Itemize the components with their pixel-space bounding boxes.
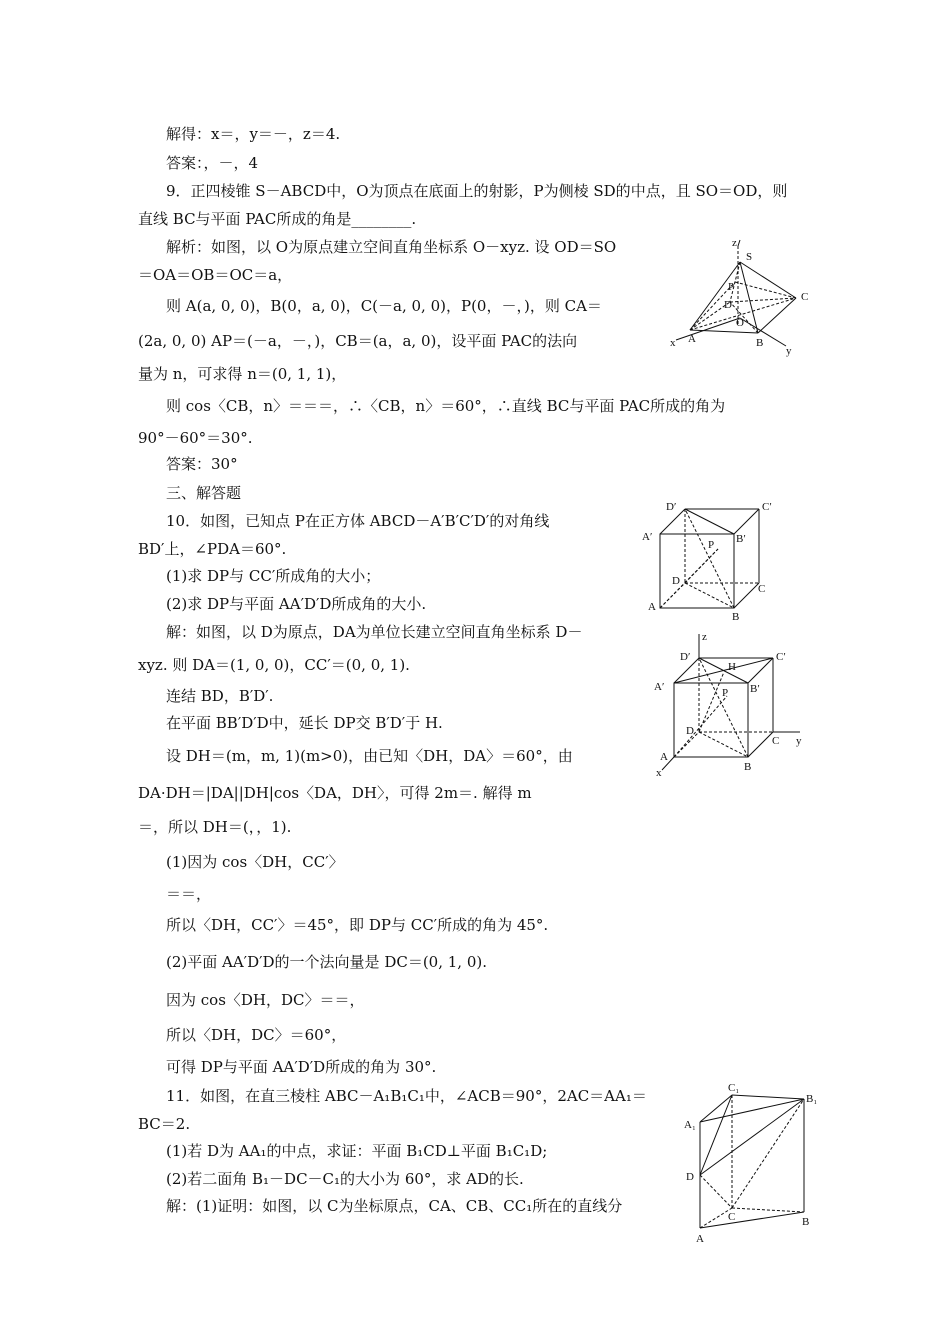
figure-label: C′ (776, 651, 786, 663)
figure-label: P (728, 281, 735, 293)
pyramid-figure (668, 236, 813, 361)
figure-label: P (708, 539, 715, 551)
text-line: xyz. 则 DA＝(1, 0, 0)，CC′＝(0, 0, 1). (138, 656, 410, 674)
text-line: 所以〈DH，CC′〉＝45°，即 DP与 CC′所成的角为 45°. (166, 916, 549, 934)
figure-label: z (702, 631, 707, 643)
figure-label: B′ (736, 533, 746, 545)
figure-label: B (802, 1216, 810, 1228)
text-line: 解：(1)证明：如图，以 C为坐标原点，CA、CB、CC₁所在的直线分 (166, 1197, 623, 1215)
text-line: 答案：，－，4 (166, 154, 259, 172)
figure-label: D (672, 575, 680, 587)
text-line: 则 cos〈CB，n〉＝＝＝，∴〈CB，n〉＝60°，∴直线 BC与平面 PAC所成的角为 (166, 397, 726, 415)
text-line: DA·DH＝|DA||DH|cos〈DA，DH〉，可得 2m＝. 解得 m (138, 784, 532, 802)
text-line: (2)求 DP与平面 AA′D′D所成角的大小. (166, 595, 427, 613)
text-line: 90°－60°＝30°. (138, 429, 253, 447)
text-line: 答案：30° (166, 455, 238, 473)
figure-label: C (801, 291, 809, 303)
figure-label: B′ (750, 683, 760, 695)
prism-figure (682, 1080, 822, 1250)
figure-label: B (756, 337, 764, 349)
text-line: 解得：x＝，y＝－，z＝4. (166, 125, 341, 143)
figure-label: O (736, 317, 744, 329)
figure-label: D (686, 1171, 694, 1183)
text-line: 直线 BC与平面 PAC所成的角是________. (138, 210, 417, 228)
figure-label: H (728, 661, 736, 673)
text-line: (2)平面 AA′D′D的一个法向量是 DC＝(0, 1, 0). (166, 953, 487, 971)
cube-figure (640, 494, 780, 624)
text-line: ＝，所以 DH＝(，，1). (138, 818, 292, 836)
figure-label: P (722, 687, 729, 699)
figure-label: A′ (654, 681, 665, 693)
text-line: (1)因为 cos〈DH，CC′〉 (166, 853, 344, 871)
text-line: 解：如图，以 D为原点，DA为单位长建立空间直角坐标系 D－ (166, 623, 583, 641)
text-line: 设 DH＝(m，m, 1)(m>0)，由已知〈DH，DA〉＝60°，由 (166, 747, 573, 765)
text-line: (1)求 DP与 CC′所成角的大小； (166, 567, 381, 585)
figure-label: C (758, 583, 766, 595)
figure-label: C (728, 1211, 736, 1223)
text-line: 可得 DP与平面 AA′D′D所成的角为 30°. (166, 1058, 437, 1076)
figure-label: A (688, 333, 696, 345)
text-line: 所以〈DH，DC〉＝60°， (166, 1026, 347, 1044)
figure-label: D (686, 725, 694, 737)
figure-label: A (660, 751, 668, 763)
text-line: 10．如图，已知点 P在正方体 ABCD－A′B′C′D′的对角线 (166, 512, 550, 530)
figure-label: C (772, 735, 780, 747)
text-line: 解析：如图，以 O为原点建立空间直角坐标系 O－xyz. 设 OD＝SO (166, 238, 617, 256)
text-line: 在平面 BB′D′D中，延长 DP交 B′D′于 H. (166, 714, 443, 732)
figure-label: C′ (762, 501, 772, 513)
figure-label: A (648, 601, 656, 613)
text-line: (2)若二面角 B₁－DC－C₁的大小为 60°，求 AD的长. (166, 1170, 524, 1188)
section-heading: 三、解答题 (166, 484, 242, 502)
text-line: ＝OA＝OB＝OC＝a， (138, 266, 293, 284)
figure-label: z (732, 237, 737, 249)
text-line: BC＝2. (138, 1115, 191, 1133)
text-line: 连结 BD，B′D′. (166, 687, 274, 705)
text-line: (1)若 D为 AA₁的中点，求证：平面 B₁CD⊥平面 B₁C₁D; (166, 1142, 548, 1160)
text-line: ＝＝， (166, 885, 212, 903)
text-line: BD′上，∠PDA＝60°. (138, 540, 287, 558)
cube-axes-figure (650, 630, 810, 778)
figure-label: y (786, 345, 792, 357)
figure-label: C₁ (728, 1082, 740, 1094)
figure-label: x (656, 767, 662, 778)
figure-label: S (746, 251, 753, 263)
figure-label: A₁ (684, 1119, 696, 1131)
text-line: 11．如图，在直三棱柱 ABC－A₁B₁C₁中，∠ACB＝90°，2AC＝AA₁＝ (166, 1087, 647, 1105)
figure-label: A (696, 1233, 704, 1245)
figure-label: A′ (642, 531, 653, 543)
text-line: (2a, 0, 0) AP＝(－a，－，)，CB＝(a，a, 0)，设平面 PAC的法向 (138, 332, 578, 350)
figure-label: D′ (666, 501, 677, 513)
figure-label: B (732, 611, 740, 623)
text-line: 则 A(a, 0, 0)，B(0，a, 0)，C(－a, 0, 0)，P(0，－，)，则 CA＝ (166, 297, 602, 315)
figure-label: B₁ (806, 1093, 818, 1105)
figure-label: y (796, 735, 802, 747)
figure-label: D (724, 299, 732, 311)
figure-label: x (670, 337, 676, 349)
text-line: 因为 cos〈DH，DC〉＝＝， (166, 991, 365, 1009)
text-line: 9．正四棱锥 S－ABCD中，O为顶点在底面上的射影，P为侧棱 SD的中点，且 SO＝OD，则 (166, 182, 788, 200)
text-line: 量为 n，可求得 n＝(0, 1, 1)， (138, 365, 347, 383)
figure-label: D′ (680, 651, 691, 663)
figure-label: B (744, 761, 752, 773)
